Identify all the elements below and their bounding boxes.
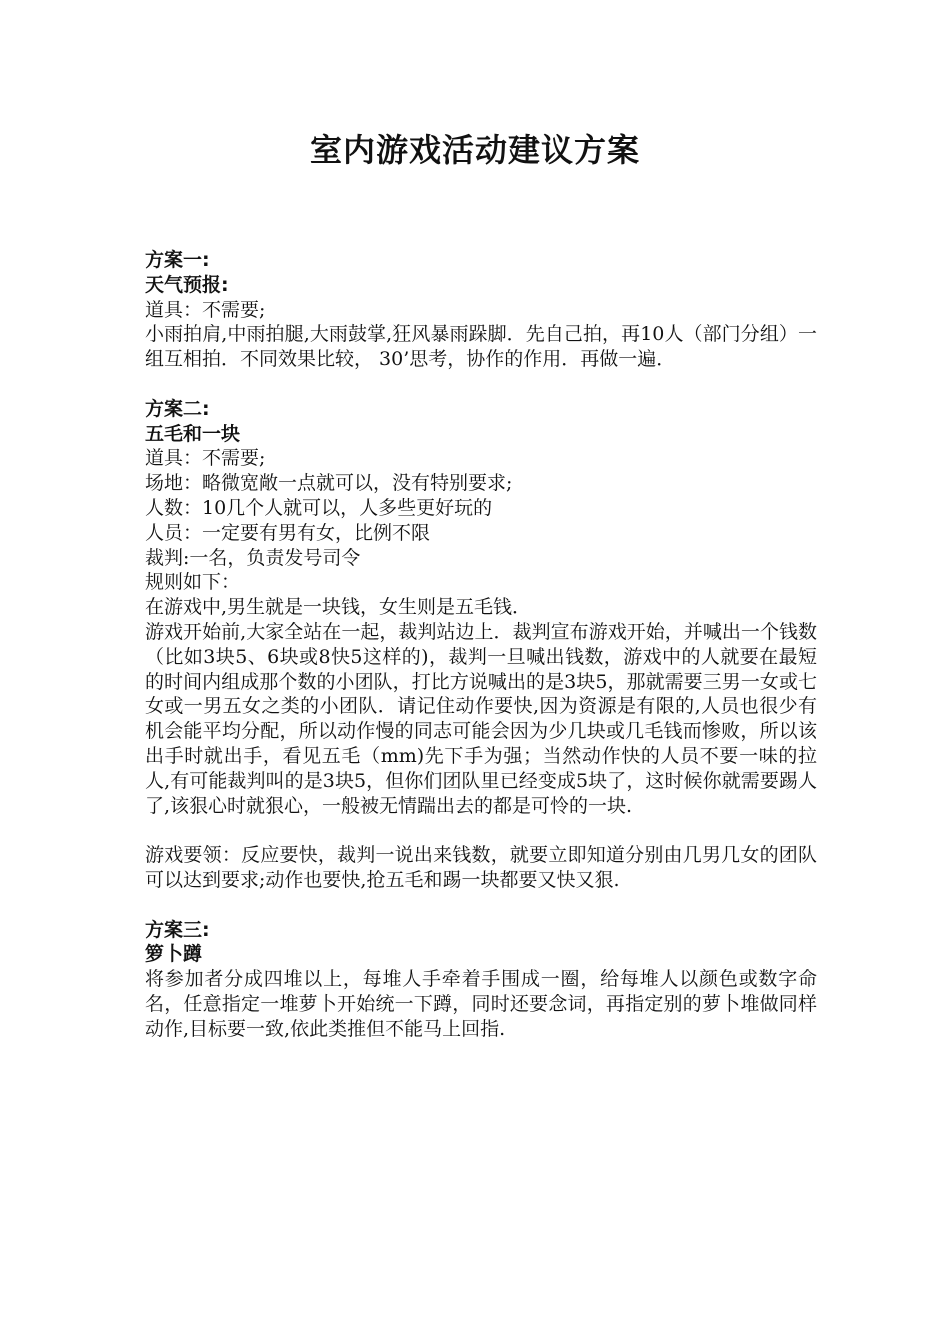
headcount-line: 人数：10几个人就可以，人多些更好玩的 — [145, 496, 493, 519]
section-heading: 方案三: — [145, 918, 210, 941]
section-heading: 方案二: — [145, 397, 210, 420]
rules-heading-line: 规则如下： — [145, 571, 241, 594]
section-heading: 方案一: — [145, 249, 210, 271]
game-description: 小雨拍肩,中雨拍腿,大雨鼓掌,狂风暴雨跺脚．先自己拍，再10人（部门分组）一组互相拍．不同效果比较， 30’思考，协作的作用．再做一遍． — [145, 323, 817, 371]
game-name: 天气预报: — [145, 273, 229, 296]
paragraph-spacer — [145, 818, 817, 843]
game-name: 五毛和一块 — [145, 422, 241, 445]
rules-line: 在游戏中,男生就是一块钱，女生则是五毛钱． — [145, 596, 532, 619]
props-line: 道具：不需要; — [145, 447, 266, 470]
participants-line: 人员：一定要有男有女，比例不限 — [145, 521, 431, 544]
game-name: 箩卜蹲 — [145, 943, 203, 966]
rules-paragraph: 游戏开始前,大家全站在一起，裁判站边上．裁判宣布游戏开始，并喊出一个钱数（比如3块5、6块或8快5这样的)，裁判一旦喊出钱数，游戏中的人就要在最短的时间内组成那个数的小团队，打比方说喊出的是3块5，那就需要三男一女或七女或一男五女之类的小团队．请记住动作要快,因为资源是有限的,人员也很少有机会能平均分配，所以动作慢的同志可能会因为少几块或几毛钱而惨败，所以该出手时就出手，看见五毛（mm)先下手为强；当然动作快的人员不要一味的拉人,有可能裁判叫的是3块5，但你们团队里已经变成5块了，这时候你就需要踢人了,该狠心时就狠心，一般被无情踹出去的都是可怜的一块. — [145, 620, 817, 817]
document-title: 室内游戏活动建议方案 — [309, 131, 640, 169]
props-line: 道具：不需要; — [145, 298, 266, 321]
section-plan-2 — [145, 397, 817, 893]
venue-line: 场地：略微宽敞一点就可以，没有特别要求; — [145, 472, 513, 495]
section-plan-1 — [145, 248, 817, 372]
game-description: 将参加者分成四堆以上，每堆人手牵着手围成一圈，给每堆人以颜色或数字命名，任意指定一堆萝卜开始统一下蹲，同时还要念词，再指定别的萝卜堆做同样动作,目标要一致,依此类推但不能马上回指. — [145, 968, 817, 1040]
referee-line: 裁判:一名，负责发号司令 — [145, 546, 361, 569]
game-tips-paragraph: 游戏要领：反应要快，裁判一说出来钱数，就要立即知道分别由几男几女的团队可以达到要求;动作也要快,抢五毛和踢一块都要又快又狠. — [145, 844, 817, 891]
document-body — [145, 248, 817, 1042]
section-plan-3 — [145, 918, 817, 1042]
